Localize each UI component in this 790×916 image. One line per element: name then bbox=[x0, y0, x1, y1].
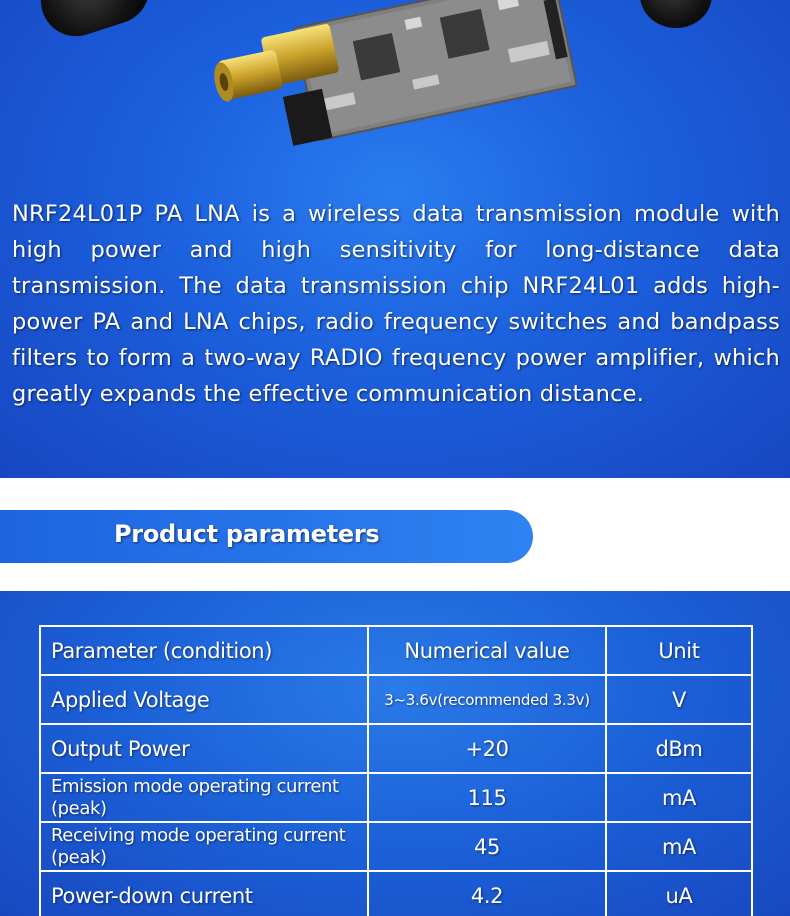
cell-unit: mA bbox=[606, 822, 752, 871]
antenna-left-image bbox=[32, 0, 158, 45]
product-description: NRF24L01P PA LNA is a wireless data transmission module with high power and high sensitivity for long-distance data transmission. The data transmission chip NRF24L01 adds high-power PA and LNA chips, radio frequency switches and bandpass filters to form a two-way RADIO frequency power amplifier, which greatly expands the effective communication distance. bbox=[12, 201, 780, 407]
header-unit: Unit bbox=[606, 626, 752, 675]
table-row bbox=[40, 773, 752, 822]
table-header-row bbox=[40, 626, 752, 675]
header-parameter: Parameter (condition) bbox=[40, 626, 368, 675]
cell-parameter: Emission mode operating current (peak) bbox=[40, 773, 368, 822]
cell-value: 4.2 bbox=[368, 871, 606, 916]
cell-parameter: Receiving mode operating current (peak) bbox=[40, 822, 368, 871]
cell-unit: V bbox=[606, 675, 752, 724]
cell-parameter: Applied Voltage bbox=[40, 675, 368, 724]
cell-value: +20 bbox=[368, 724, 606, 773]
table-row bbox=[40, 675, 752, 724]
cell-unit: dBm bbox=[606, 724, 752, 773]
nrf24l01-module-image bbox=[210, 0, 580, 150]
cell-value: 115 bbox=[368, 773, 606, 822]
cell-value: 45 bbox=[368, 822, 606, 871]
antenna-right-image bbox=[640, 0, 712, 28]
section-title: Product parameters bbox=[114, 520, 380, 548]
cell-parameter: Output Power bbox=[40, 724, 368, 773]
table-row bbox=[40, 822, 752, 871]
cell-unit: mA bbox=[606, 773, 752, 822]
cell-value: 3~3.6v(recommended 3.3v) bbox=[368, 675, 606, 724]
table-row bbox=[40, 871, 752, 916]
parameters-table bbox=[39, 625, 753, 916]
parameters-section bbox=[0, 591, 790, 916]
table-row bbox=[40, 724, 752, 773]
cell-parameter: Power-down current bbox=[40, 871, 368, 916]
header-value: Numerical value bbox=[368, 626, 606, 675]
cell-unit: uA bbox=[606, 871, 752, 916]
section-banner bbox=[0, 510, 533, 563]
